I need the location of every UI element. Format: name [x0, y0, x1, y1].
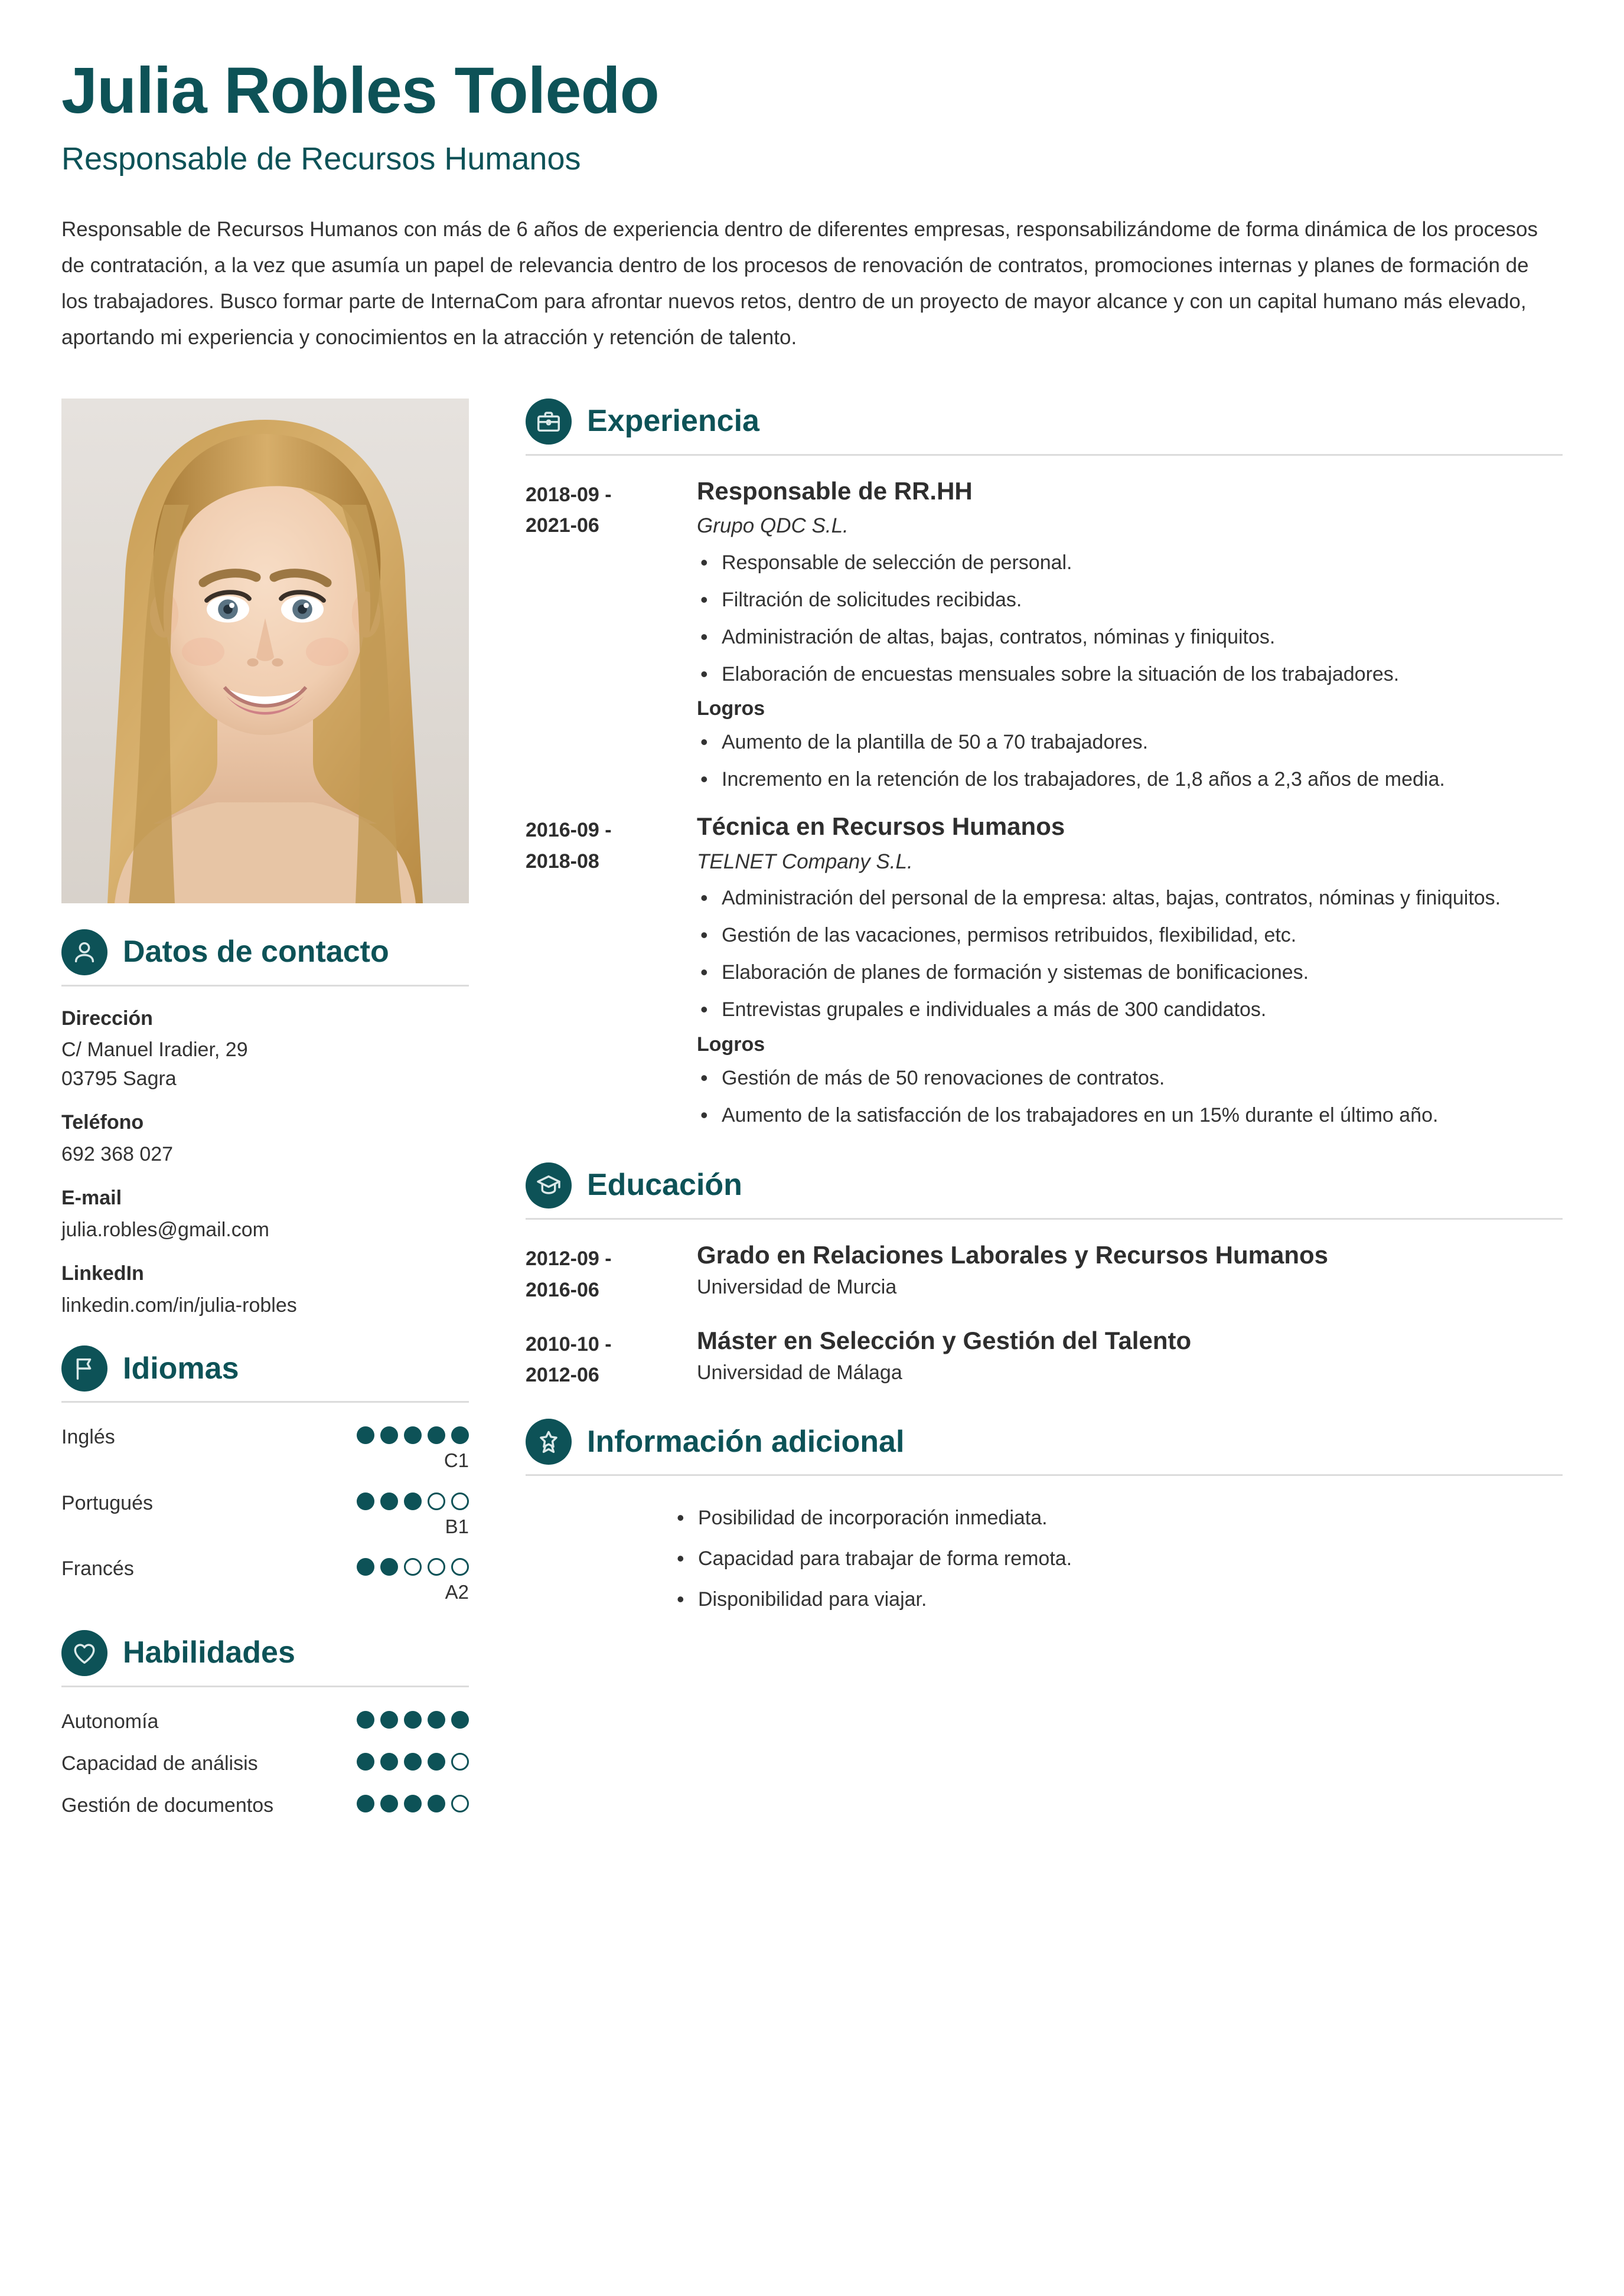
cv-main [526, 399, 1563, 1625]
language-item [61, 1423, 469, 1472]
experience-achievements [697, 1062, 1563, 1132]
section-divider [61, 1401, 469, 1403]
section-education-title: Educación [587, 1168, 742, 1203]
list-item: • Gestión de las vacaciones, permisos retribuidos, flexibilidad, etc. [697, 919, 1563, 952]
list-item: • Filtración de solicitudes recibidas. [697, 584, 1563, 616]
list-item: • Posibilidad de incorporación inmediata. [673, 1502, 1563, 1534]
contact-value-line1: C/ Manuel Iradier, 29 [61, 1038, 248, 1062]
skill-name: Gestión de documentos [61, 1794, 274, 1817]
skill-name: Capacidad de análisis [61, 1752, 258, 1775]
list-item: • Elaboración de encuestas mensuales sobre la situación de los trabajadores. [697, 658, 1563, 691]
education-degree: Máster en Selección y Gestión del Talento [697, 1326, 1192, 1354]
cv-sidebar [61, 399, 469, 1834]
education-entry [526, 1325, 1563, 1393]
experience-role: Técnica en Recursos Humanos [697, 812, 1065, 841]
skill-rating-dots [357, 1753, 469, 1771]
experience-duties [697, 547, 1563, 691]
list-item: • Responsable de selección de personal. [697, 547, 1563, 579]
achievements-label: Logros [697, 1033, 765, 1056]
section-contact-header [61, 929, 469, 985]
heart-icon [61, 1630, 107, 1676]
cv-header [61, 54, 1563, 356]
education-school: Universidad de Málaga [697, 1361, 902, 1384]
contact-label: LinkedIn [61, 1262, 144, 1285]
list-item: • Gestión de más de 50 renovaciones de contratos. [697, 1062, 1563, 1095]
experience-entry [526, 476, 1563, 801]
education-body [697, 1325, 1563, 1393]
candidate-job-title: Responsable de Recursos Humanos [61, 141, 581, 177]
experience-date-end: 2021-06 [526, 514, 599, 537]
section-education-header [526, 1162, 1563, 1218]
person-icon [61, 929, 107, 975]
contact-label: Dirección [61, 1007, 153, 1030]
candidate-name: Julia Robles Toledo [61, 54, 659, 127]
experience-body [697, 811, 1563, 1136]
contact-label: Teléfono [61, 1111, 144, 1134]
section-additional-info-title: Información adicional [587, 1424, 905, 1459]
section-skills-title: Habilidades [123, 1635, 295, 1670]
section-contact-title: Datos de contacto [123, 935, 389, 969]
experience-achievements [697, 726, 1563, 796]
star-badge-icon [526, 1419, 572, 1465]
education-entry [526, 1240, 1563, 1308]
language-name: Francés [61, 1557, 134, 1580]
experience-body [697, 476, 1563, 801]
contact-item-phone [61, 1111, 469, 1168]
graduation-cap-icon [526, 1162, 572, 1209]
language-level: A2 [445, 1581, 469, 1603]
skill-rating-dots [357, 1795, 469, 1812]
contact-value-line1[interactable]: linkedin.com/in/julia-robles [61, 1294, 297, 1317]
list-item: • Incremento en la retención de los trabajadores, de 1,8 años a 2,3 años de media. [697, 763, 1563, 796]
language-level: C1 [443, 1449, 469, 1472]
section-experience [526, 399, 1563, 1136]
contact-value-line1: 692 368 027 [61, 1142, 174, 1165]
list-item: • Capacidad para trabajar de forma remota. [673, 1543, 1563, 1575]
section-skills-header [61, 1630, 469, 1686]
experience-entry [526, 811, 1563, 1136]
briefcase-icon [526, 399, 572, 445]
section-experience-title: Experiencia [587, 404, 759, 438]
section-contact [61, 929, 469, 1320]
education-date-start: 2010-10 - [526, 1332, 612, 1356]
education-degree: Grado en Relaciones Laborales y Recursos Humanos [697, 1240, 1329, 1269]
experience-date [526, 811, 697, 1136]
skill-item [61, 1791, 469, 1820]
list-item: • Entrevistas grupales e individuales a más de 300 candidatos. [697, 994, 1563, 1026]
portrait-illustration [61, 399, 469, 903]
list-item: • Aumento de la satisfacción de los trabajadores en un 15% durante el último año. [697, 1099, 1563, 1132]
section-divider [61, 985, 469, 987]
contact-item-linkedin [61, 1262, 469, 1320]
language-level: B1 [445, 1515, 469, 1537]
education-date-start: 2012-09 - [526, 1247, 612, 1270]
section-experience-header [526, 399, 1563, 454]
section-languages-title: Idiomas [123, 1351, 239, 1386]
additional-info-list [673, 1502, 1563, 1616]
section-divider [526, 454, 1563, 456]
experience-date-start: 2016-09 - [526, 819, 612, 842]
section-divider [61, 1686, 469, 1687]
skill-rating-dots [357, 1711, 469, 1729]
contact-item-email [61, 1186, 469, 1244]
language-rating-dots [357, 1492, 469, 1510]
section-additional-info-header [526, 1419, 1563, 1474]
skill-name: Autonomía [61, 1710, 159, 1733]
section-education [526, 1162, 1563, 1393]
achievements-label: Logros [697, 697, 765, 720]
experience-date [526, 476, 697, 801]
section-divider [526, 1218, 1563, 1220]
section-skills [61, 1630, 469, 1821]
language-name: Portugués [61, 1491, 153, 1514]
education-date-end: 2012-06 [526, 1364, 599, 1387]
contact-value-line2: 03795 Sagra [61, 1067, 177, 1090]
list-item: • Aumento de la plantilla de 50 a 70 trabajadores. [697, 726, 1563, 759]
cv-body [61, 399, 1563, 1834]
list-item: • Disponibilidad para viajar. [673, 1583, 1563, 1616]
contact-label: E-mail [61, 1186, 122, 1209]
contact-item-address [61, 1007, 469, 1093]
language-name: Inglés [61, 1426, 115, 1449]
flag-icon [61, 1345, 107, 1392]
education-date-end: 2016-06 [526, 1278, 599, 1301]
language-rating-dots [357, 1558, 469, 1576]
list-item: • Administración de altas, bajas, contratos, nóminas y finiquitos. [697, 621, 1563, 654]
list-item: • Administración del personal de la empresa: altas, bajas, contratos, nóminas y finiquitos. [697, 882, 1563, 915]
section-languages-header [61, 1345, 469, 1401]
section-languages [61, 1345, 469, 1604]
education-date [526, 1325, 697, 1393]
experience-company: Grupo QDC S.L. [697, 514, 849, 538]
experience-role: Responsable de RR.HH [697, 476, 973, 505]
language-item [61, 1554, 469, 1604]
skill-item [61, 1707, 469, 1736]
education-date [526, 1240, 697, 1308]
experience-company: TELNET Company S.L. [697, 850, 913, 873]
contact-value-line1[interactable]: julia.robles@gmail.com [61, 1218, 269, 1241]
experience-date-end: 2018-08 [526, 850, 599, 873]
skill-item [61, 1749, 469, 1778]
professional-summary: Responsable de Recursos Humanos con más de 6 años de experiencia dentro de diferentes empresas, responsabilizándome de forma dinámica de los procesos de contratación, a la vez que asumía un papel de relevancia dentro de los procesos de renovación de contratos, promociones internas y planes de formación de los trabajadores. Busco formar parte de InternaCom para afrontar nuevos retos, dentro de un proyecto de mayor alcance y con un capital humano más elevado, aportando mi experiencia y conocimientos en la atracción y retención de talento. [61, 217, 1538, 350]
candidate-photo [61, 399, 469, 903]
language-item [61, 1489, 469, 1539]
list-item: • Elaboración de planes de formación y sistemas de bonificaciones. [697, 956, 1563, 989]
section-additional-info [526, 1419, 1563, 1616]
education-school: Universidad de Murcia [697, 1276, 897, 1299]
experience-duties [697, 882, 1563, 1026]
language-rating-dots [357, 1426, 469, 1444]
section-divider [526, 1474, 1563, 1476]
experience-date-start: 2018-09 - [526, 483, 612, 506]
education-body [697, 1240, 1563, 1308]
additional-info-body [526, 1496, 1563, 1616]
